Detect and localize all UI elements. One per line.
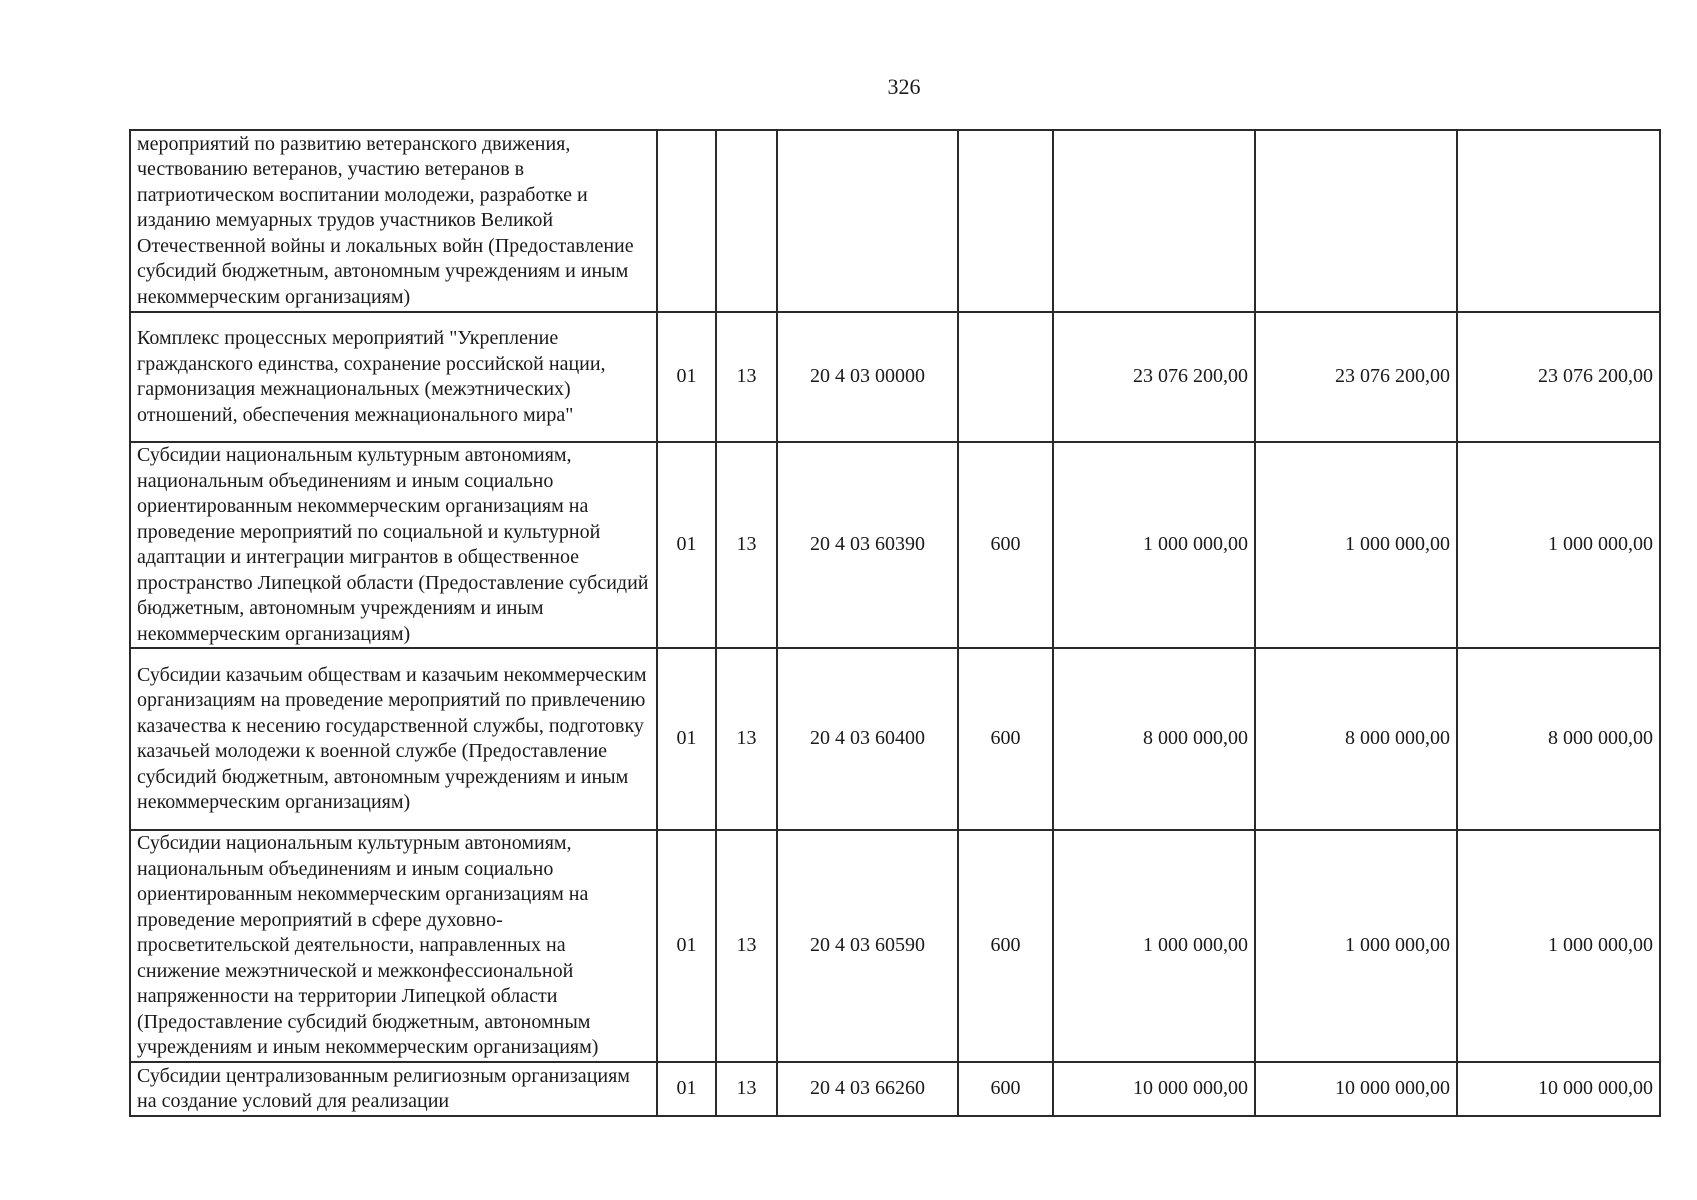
subsection-cell: 13 <box>716 1062 777 1116</box>
subsection-cell: 13 <box>716 312 777 442</box>
row-name-cell: Субсидии национальным культурным автономиям, национальным объединениям и иным социально ориентированным некоммерческим организациям на проведение мероприятий в сфере духовно-просветительской деятельности, направленных на снижение межэтнической и межконфессиональной напряженности на территории Липецкой области (Предоставление субсидий бюджетным, автономным учреждениям и иным некоммерческим организациям) <box>130 830 657 1062</box>
target-article-cell <box>777 130 958 312</box>
amount-cell-3 <box>1457 130 1660 312</box>
row-name-cell: мероприятий по развитию ветеранского движения, чествованию ветеранов, участию ветеранов в патриотическом воспитании молодежи, разработке и изданию мемуарных трудов участников Великой Отечественной войны и локальных войн (Предоставление субсидий бюджетным, автономным учреждениям и иным некоммерческим организациям) <box>130 130 657 312</box>
expense-type-cell <box>958 312 1053 442</box>
expense-type-cell <box>958 130 1053 312</box>
expense-type-cell: 600 <box>958 648 1053 830</box>
subsection-cell <box>716 130 777 312</box>
amount-cell-1: 8 000 000,00 <box>1053 648 1255 830</box>
amount-cell-1: 23 076 200,00 <box>1053 312 1255 442</box>
amount-cell-2: 1 000 000,00 <box>1255 442 1457 648</box>
amount-cell-3: 8 000 000,00 <box>1457 648 1660 830</box>
table-row <box>130 312 1660 442</box>
chapter-cell: 01 <box>657 1062 716 1116</box>
amount-cell-2: 10 000 000,00 <box>1255 1062 1457 1116</box>
target-article-cell: 20 4 03 60390 <box>777 442 958 648</box>
page-number: 326 <box>887 74 921 99</box>
subsection-cell: 13 <box>716 442 777 648</box>
amount-cell-1: 10 000 000,00 <box>1053 1062 1255 1116</box>
amount-cell-3: 1 000 000,00 <box>1457 442 1660 648</box>
expense-type-cell: 600 <box>958 830 1053 1062</box>
amount-cell-2: 8 000 000,00 <box>1255 648 1457 830</box>
table-row <box>130 830 1660 1062</box>
amount-cell-2: 1 000 000,00 <box>1255 830 1457 1062</box>
expense-type-cell: 600 <box>958 1062 1053 1116</box>
amount-cell-1: 1 000 000,00 <box>1053 442 1255 648</box>
chapter-cell: 01 <box>657 648 716 830</box>
chapter-cell: 01 <box>657 312 716 442</box>
budget-table <box>129 129 1661 1117</box>
amount-cell-2 <box>1255 130 1457 312</box>
chapter-cell: 01 <box>657 830 716 1062</box>
table-row <box>130 442 1660 648</box>
row-name-cell: Субсидии национальным культурным автономиям, национальным объединениям и иным социально ориентированным некоммерческим организациям на проведение мероприятий по социальной и культурной адаптации и интеграции мигрантов в общественное пространство Липецкой области (Предоставление субсидий бюджетным, автономным учреждениям и иным некоммерческим организациям) <box>130 442 657 648</box>
amount-cell-1 <box>1053 130 1255 312</box>
table-row <box>130 1062 1660 1116</box>
target-article-cell: 20 4 03 66260 <box>777 1062 958 1116</box>
amount-cell-3: 23 076 200,00 <box>1457 312 1660 442</box>
subsection-cell: 13 <box>716 830 777 1062</box>
row-name-cell: Субсидии централизованным религиозным организациям на создание условий для реализации <box>130 1062 657 1116</box>
row-name-cell: Комплекс процессных мероприятий "Укрепление гражданского единства, сохранение российской нации, гармонизация межнациональных (межэтнических) отношений, обеспечения межнационального мира" <box>130 312 657 442</box>
table-row <box>130 130 1660 312</box>
expense-type-cell: 600 <box>958 442 1053 648</box>
amount-cell-2: 23 076 200,00 <box>1255 312 1457 442</box>
amount-cell-3: 1 000 000,00 <box>1457 830 1660 1062</box>
target-article-cell: 20 4 03 00000 <box>777 312 958 442</box>
chapter-cell <box>657 130 716 312</box>
chapter-cell: 01 <box>657 442 716 648</box>
amount-cell-3: 10 000 000,00 <box>1457 1062 1660 1116</box>
table-row <box>130 648 1660 830</box>
amount-cell-1: 1 000 000,00 <box>1053 830 1255 1062</box>
row-name-cell: Субсидии казачьим обществам и казачьим некоммерческим организациям на проведение мероприятий по привлечению казачества к несению государственной службы, подготовку казачьей молодежи к военной службе (Предоставление субсидий бюджетным, автономным учреждениям и иным некоммерческим организациям) <box>130 648 657 830</box>
target-article-cell: 20 4 03 60590 <box>777 830 958 1062</box>
subsection-cell: 13 <box>716 648 777 830</box>
target-article-cell: 20 4 03 60400 <box>777 648 958 830</box>
